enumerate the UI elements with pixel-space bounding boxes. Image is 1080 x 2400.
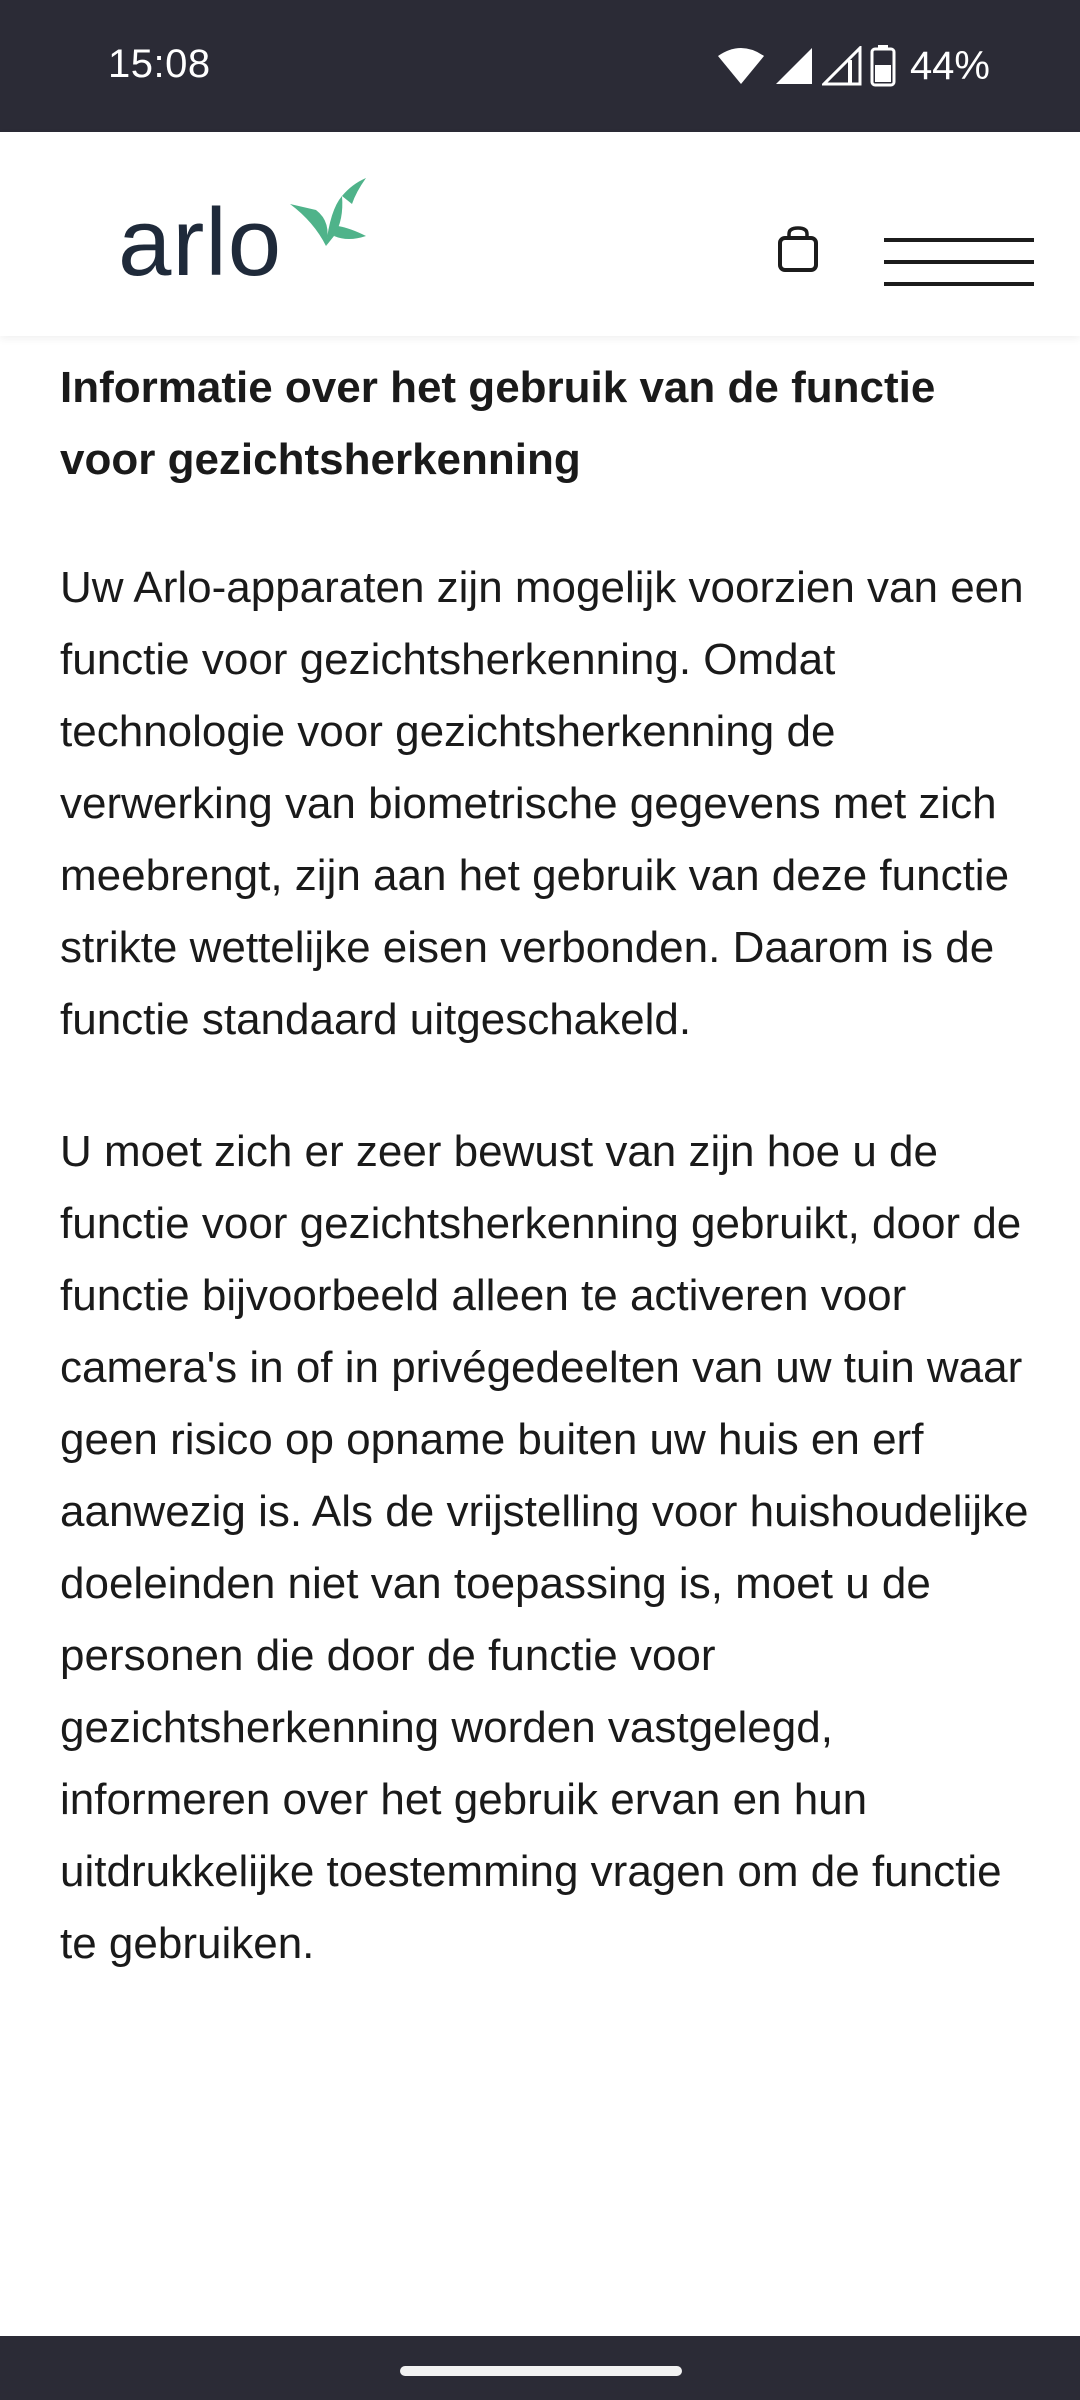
cart-button[interactable] <box>772 224 824 276</box>
paragraph-2: U moet zich er zeer bewust van zijn hoe u de functie voor gezichtsherkenning gebruikt, door de functie bijvoorbeeld alleen te activeren voor camera's in of in privégedeelten van uw tuin waar geen risico op opname buiten uw huis en erf aanwezig is. Als de vrijstelling voor huishoudelijke doeleinden niet van toepassing is, moet u de personen die door de functie voor gezichtsherkenning worden vastgelegd, informeren over het gebruik ervan en hun uitdrukkelijke toestemming vragen om de functie te gebruiken. <box>60 1127 1029 1968</box>
shopping-bag-icon <box>772 224 824 276</box>
status-bar <box>0 0 1080 132</box>
status-icons <box>716 40 990 92</box>
paragraph-1: Uw Arlo-apparaten zijn mogelijk voorzien van een functie voor gezichtsherkenning. Omdat technologie voor gezichtsherkenning de verwerking van biometrische gegevens met zich meebrengt, zijn aan het gebruik van deze functie strikte wettelijke eisen verbonden. Daarom is de functie standaard uitgeschakeld. <box>60 563 1024 1044</box>
battery-percentage: 44% <box>909 43 990 88</box>
battery-icon <box>870 45 896 87</box>
arlo-logo[interactable] <box>118 176 368 296</box>
signal-empty-icon <box>822 46 862 86</box>
site-header <box>0 132 1080 336</box>
menu-button[interactable] <box>884 232 1034 292</box>
bird-logo-icon <box>286 176 370 256</box>
menu-icon-line-top <box>884 238 1034 242</box>
menu-icon-line-bottom <box>884 282 1034 286</box>
page-heading: Informatie over het gebruik van de functie voor gezichtsherkenning <box>60 363 936 484</box>
signal-icon <box>774 46 814 86</box>
status-time: 15:08 <box>108 42 211 86</box>
logo-text: arlo <box>118 189 283 296</box>
home-indicator[interactable] <box>400 2366 682 2376</box>
menu-icon-line-middle <box>884 260 1034 264</box>
main-content <box>60 352 1030 2040</box>
wifi-icon <box>716 46 766 86</box>
